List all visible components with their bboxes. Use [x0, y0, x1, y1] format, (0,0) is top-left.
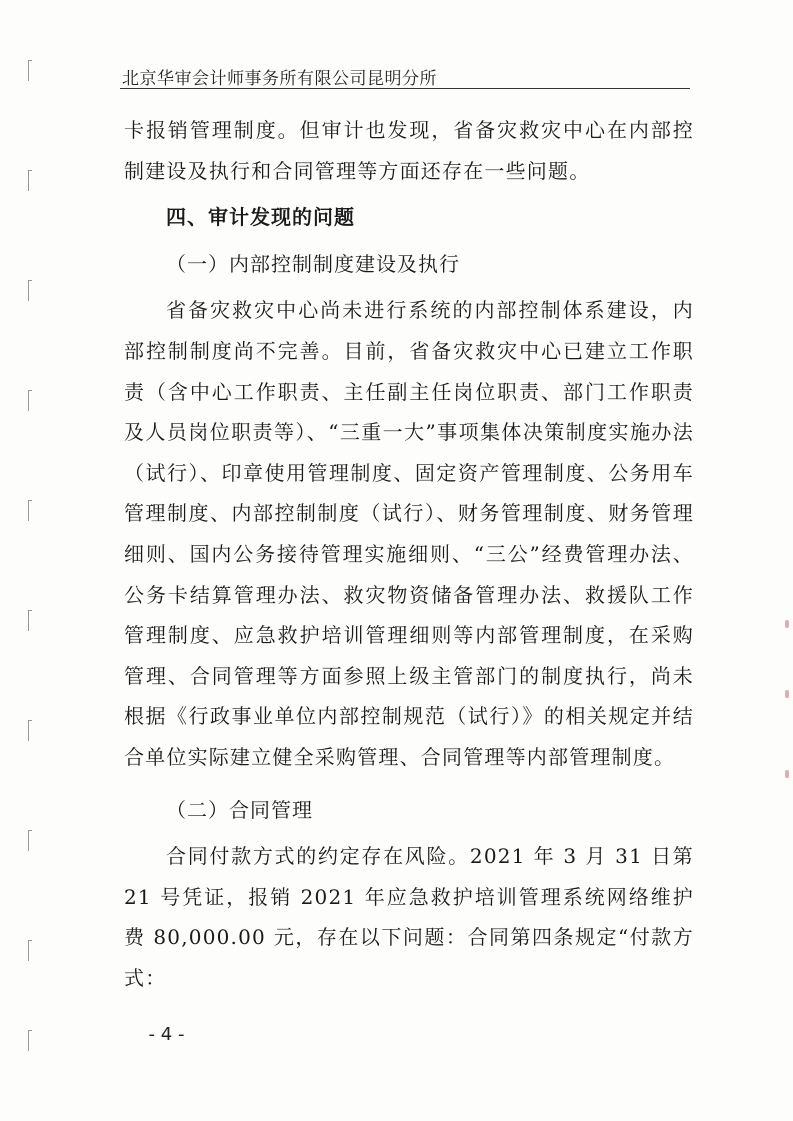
- paragraph-contract-management: 合同付款方式的约定存在风险。2021 年 3 月 31 日第 21 号凭证，报销 2021 年应急救护培训管理系统网络维护费 80,000.00 元，存在以下问题：合同第四条规定“付款方式：: [124, 844, 694, 990]
- edge-mark: [785, 690, 789, 698]
- section-heading-4: 四、审计发现的问题: [166, 205, 355, 230]
- edge-mark: [785, 620, 789, 628]
- binding-mark: [28, 280, 32, 301]
- binding-mark: [28, 390, 32, 411]
- binding-mark: [28, 830, 32, 851]
- edge-mark: [785, 770, 789, 778]
- binding-mark: [28, 940, 32, 961]
- binding-mark: [28, 170, 32, 191]
- binding-mark: [28, 500, 32, 521]
- binding-marks: [28, 60, 36, 1080]
- binding-mark: [28, 720, 32, 741]
- page-number-text: - 4 -: [148, 1024, 185, 1045]
- subsection-heading-2: （二）合同管理: [166, 797, 313, 822]
- document-body: [124, 110, 694, 998]
- page-header: [120, 58, 690, 89]
- subsection-heading-1: （一）内部控制制度建设及执行: [166, 251, 460, 276]
- page-number: [0, 1024, 793, 1045]
- binding-mark: [28, 60, 32, 81]
- binding-mark: [28, 610, 32, 631]
- paragraph-continuation: 卡报销管理制度。但审计也发现，省备灾救灾中心在内部控制建设及执行和合同管理等方面还存在一些问题。: [124, 118, 694, 183]
- edge-stamp-marks: [781, 620, 789, 820]
- paragraph-internal-control: 省备灾救灾中心尚未进行系统的内部控制体系建设，内部控制制度尚不完善。目前，省备灾救灾中心已建立工作职责（含中心工作职责、主任副主任岗位职责、部门工作职责及人员岗位职责等）、“三重一大”事项集体决策制度实施办法（试行）、印章使用管理制度、固定资产管理制度、公务用车管理制度、内部控制制度（试行）、财务管理制度、财务管理细则、国内公务接待管理实施细则、“三公”经费管理办法、公务卡结算管理办法、救灾物资储备管理办法、救援队工作管理制度、应急救护培训管理细则等内部管理制度，在采购管理、合同管理等方面参照上级主管部门的制度执行，尚未根据《行政事业单位内部控制规范（试行）》的相关规定并结合单位实际建立健全采购管理、合同管理等内部管理制度。: [124, 298, 694, 769]
- firm-name: 北京华审会计师事务所有限公司昆明分所: [122, 69, 437, 89]
